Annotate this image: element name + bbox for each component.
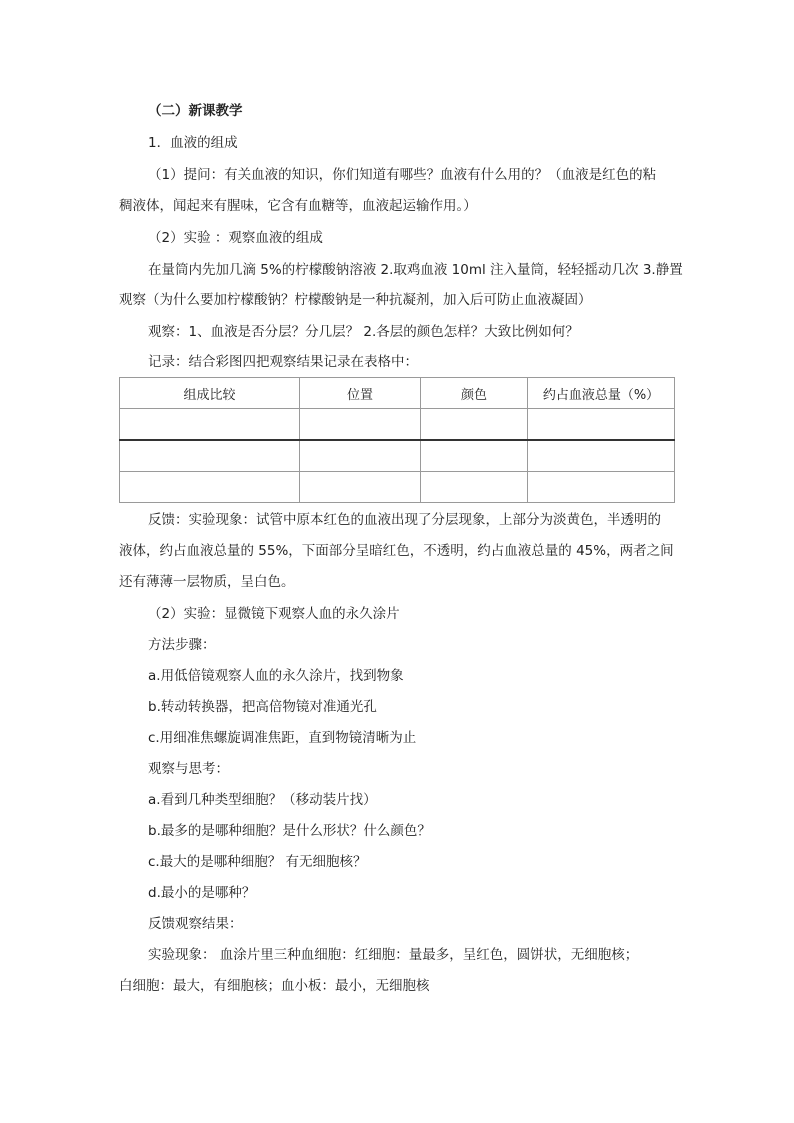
table-header-cell: 约占血液总量（%）	[528, 378, 675, 409]
feedback-line-3: 还有薄薄一层物质，呈白色。	[119, 574, 295, 590]
table-row	[120, 440, 675, 472]
method-step: b.转动转换器，把高倍物镜对准通光孔	[148, 699, 377, 715]
table-header-row	[120, 378, 675, 409]
experiment-1-title: （2）实验 ：观察血液的组成	[148, 230, 323, 246]
think-title: 观察与思考：	[148, 761, 229, 777]
table-row	[120, 409, 675, 441]
table-cell	[421, 472, 528, 503]
method-step: c.用细准焦螺旋调准焦距，直到物镜清晰为止	[148, 730, 417, 746]
think-question: d.最小的是哪种？	[148, 885, 256, 901]
feedback-line-1: 反馈：实验现象：试管中原本红色的血液出现了分层现象，上部分为淡黄色，半透明的	[148, 512, 661, 528]
observation-questions: 观察：1、血液是否分层？分几层？ 2.各层的颜色怎样？大致比例如何？	[148, 324, 579, 340]
result-line-1: 实验现象： 血涂片里三种血细胞：红细胞：量最多，呈红色，圆饼状，无细胞核；	[148, 947, 639, 963]
experiment-1-line-1: 在量筒内先加几滴 5%的柠檬酸钠溶液 2.取鸡血液 10ml 注入量筒，轻轻摇动几次 3.静置	[148, 262, 683, 278]
experiment-1-line-2: 观察（为什么要加柠檬酸钠？柠檬酸钠是一种抗凝剂，加入后可防止血液凝固）	[119, 292, 592, 308]
record-instruction: 记录：结合彩图四把观察结果记录在表格中：	[148, 354, 418, 370]
table-header-cell: 组成比较	[120, 378, 300, 409]
table-cell	[300, 440, 421, 472]
feedback-line-2: 液体，约占血液总量的 55%，下面部分呈暗红色，不透明，约占血液总量的 45%，两者之间	[119, 543, 674, 559]
experiment-2-title: （2）实验：显微镜下观察人血的永久涂片	[148, 606, 400, 622]
table-header-cell: 位置	[300, 378, 421, 409]
table-header-cell: 颜色	[421, 378, 528, 409]
record-table	[119, 377, 675, 503]
think-question: a.看到几种类型细胞？（移动装片找）	[148, 792, 377, 808]
paragraph-question-line-1: （1）提问：有关血液的知识，你们知道有哪些？血液有什么用的？（血液是红色的粘	[148, 167, 657, 183]
section-title: （二）新课教学	[148, 103, 243, 119]
result-title: 反馈观察结果：	[148, 916, 243, 932]
table-cell	[300, 472, 421, 503]
think-question: b.最多的是哪种细胞？是什么形状？什么颜色？	[148, 823, 431, 839]
think-question: c.最大的是哪种细胞？ 有无细胞核？	[148, 854, 367, 870]
table-cell	[421, 409, 528, 441]
subsection-title: 1．血液的组成	[148, 135, 238, 151]
table-cell	[528, 409, 675, 441]
method-title: 方法步骤：	[148, 637, 216, 653]
table-cell	[528, 472, 675, 503]
table-cell	[300, 409, 421, 441]
paragraph-question-line-2: 稠液体，闻起来有腥味，它含有血糖等，血液起运输作用。）	[119, 198, 477, 214]
table-cell	[120, 409, 300, 441]
table-cell	[528, 440, 675, 472]
table-cell	[120, 440, 300, 472]
result-line-2: 白细胞：最大，有细胞核；血小板：最小，无细胞核	[119, 978, 430, 994]
table-row	[120, 472, 675, 503]
table-cell	[421, 440, 528, 472]
method-step: a.用低倍镜观察人血的永久涂片，找到物象	[148, 668, 404, 684]
table-cell	[120, 472, 300, 503]
